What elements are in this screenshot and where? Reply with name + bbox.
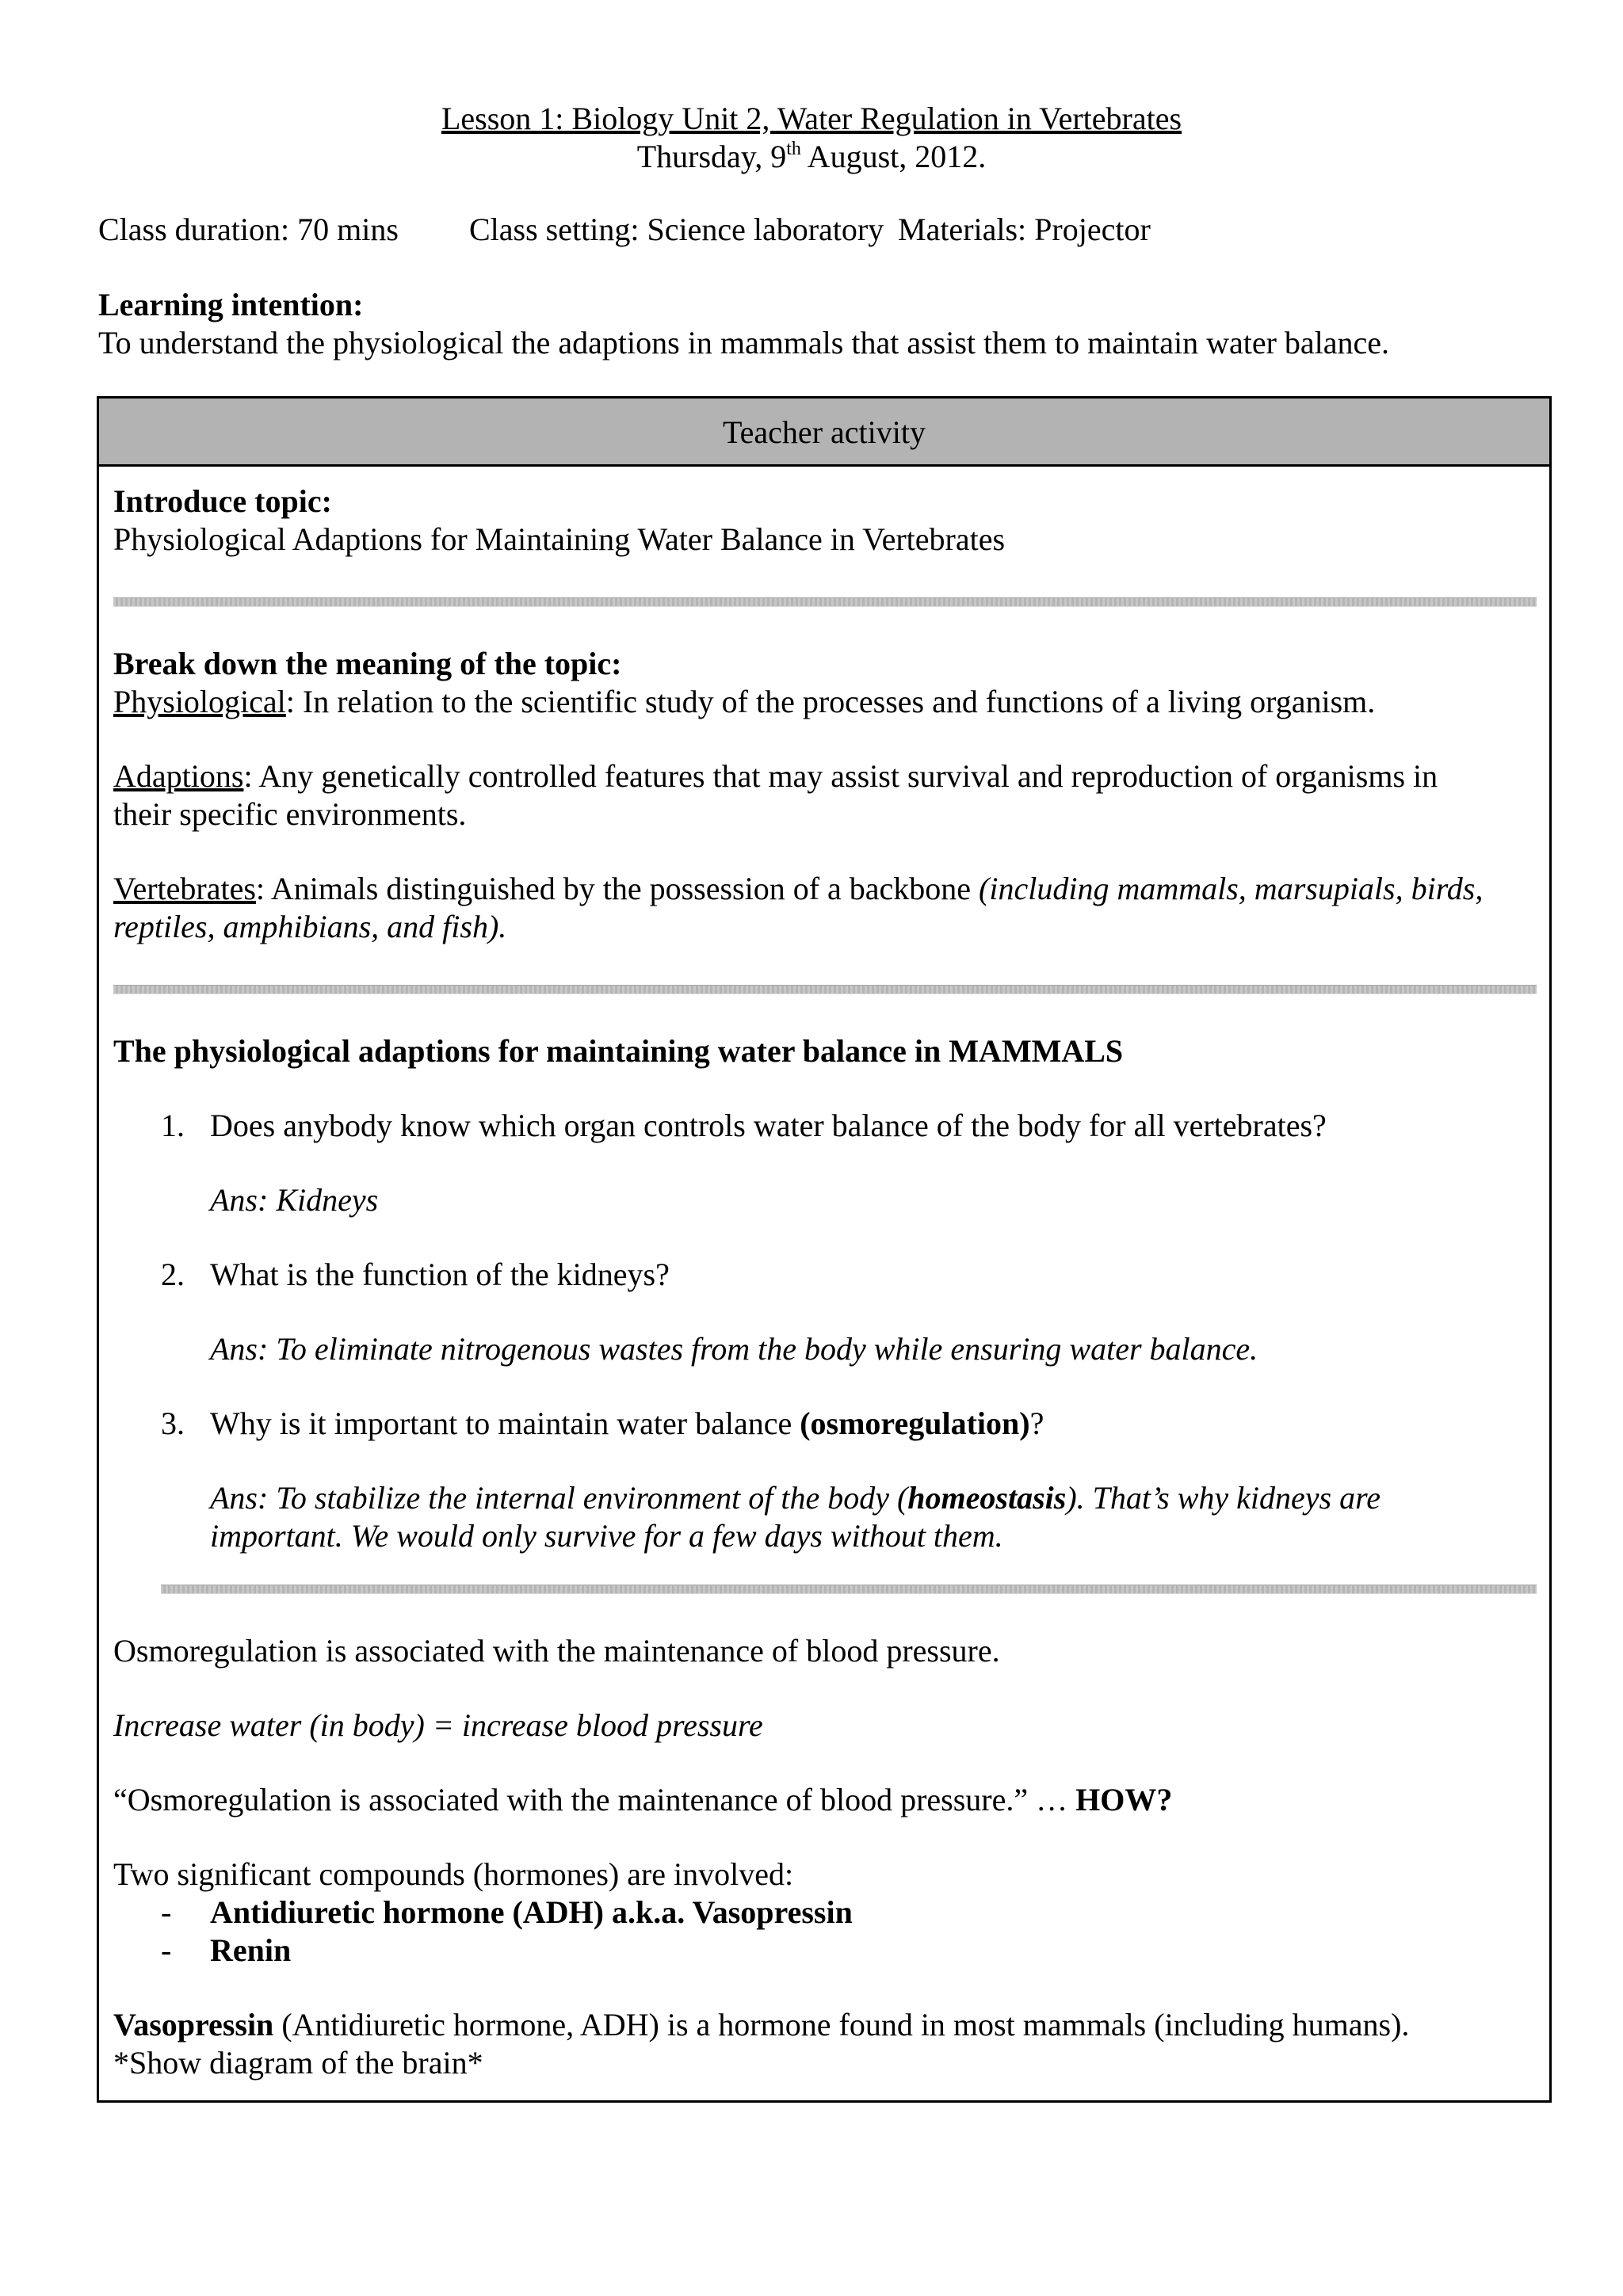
section-divider: [113, 597, 1537, 607]
mammals-heading: The physiological adaptions for maintaining water balance in MAMMALS: [113, 1033, 1124, 1069]
question-3: Why is it important to maintain water balance (osmoregulation)?: [210, 1405, 1044, 1441]
compound-adh: Antidiuretic hormone (ADH) a.k.a. Vasopressin: [210, 1894, 853, 1930]
section-divider: [113, 985, 1537, 994]
section-divider: [161, 1585, 1537, 1594]
show-diagram-note: *Show diagram of the brain*: [113, 2045, 483, 2081]
osmo-equation: Increase water (in body) = increase blood pressure: [113, 1707, 763, 1743]
question-number: 1.: [161, 1108, 185, 1143]
question-number: 2.: [161, 1257, 185, 1292]
compounds-intro: Two significant compounds (hormones) are involved:: [113, 1856, 794, 1892]
term-adaptions-line2: their specific environments.: [113, 796, 467, 832]
question-1: Does anybody know which organ controls water balance of the body for all vertebrates?: [210, 1108, 1327, 1143]
learning-intention-label: Learning intention:: [98, 287, 364, 322]
osmo-statement: Osmoregulation is associated with the maintenance of blood pressure.: [113, 1633, 1000, 1669]
intro-label: Introduce topic:: [113, 483, 332, 519]
term-vertebrates: Vertebrates: Animals distinguished by the possession of a backbone (including mammals, marsupials, birds,: [113, 871, 1484, 906]
question-2: What is the function of the kidneys?: [210, 1257, 670, 1292]
answer-3-line2: important. We would only survive for a few days without them.: [210, 1518, 1003, 1554]
answer-3: Ans: To stabilize the internal environment of the body (homeostasis). That’s why kidneys are: [210, 1480, 1381, 1516]
class-meta: [98, 211, 1151, 249]
breakdown-label: Break down the meaning of the topic:: [113, 646, 622, 681]
bullet-dash: -: [161, 1894, 172, 1930]
class-duration: Class duration: 70 mins: [98, 212, 399, 247]
lesson-title: Lesson 1: Biology Unit 2, Water Regulation in Vertebrates: [441, 101, 1182, 136]
question-number: 3.: [161, 1405, 185, 1441]
answer-2: Ans: To eliminate nitrogenous wastes from the body while ensuring water balance.: [210, 1331, 1258, 1367]
vasopressin-statement: Vasopressin (Antidiuretic hormone, ADH) is a hormone found in most mammals (including humans).: [113, 2007, 1410, 2042]
teacher-activity-table: [97, 396, 1552, 2103]
class-setting: Class setting: Science laboratory: [469, 212, 884, 247]
intro-text: Physiological Adaptions for Maintaining Water Balance in Vertebrates: [113, 521, 1006, 557]
class-materials: Materials: Projector: [898, 212, 1151, 247]
osmo-how: “Osmoregulation is associated with the maintenance of blood pressure.” … HOW?: [113, 1782, 1173, 1817]
bullet-dash: -: [161, 1932, 172, 1968]
term-vertebrates-line2: reptiles, amphibians, and fish).: [113, 909, 507, 944]
compound-renin: Renin: [210, 1932, 292, 1968]
answer-1: Ans: Kidneys: [210, 1182, 379, 1218]
lesson-date: Thursday, 9th August, 2012.: [636, 138, 987, 174]
term-physiological: Physiological: In relation to the scientific study of the processes and functions of a living organism.: [113, 684, 1376, 719]
table-header: Teacher activity: [99, 399, 1549, 467]
term-adaptions: Adaptions: Any genetically controlled features that may assist survival and reproduction of organisms in: [113, 758, 1438, 794]
learning-intention-text: To understand the physiological the adaptions in mammals that assist them to maintain water balance.: [98, 325, 1390, 360]
